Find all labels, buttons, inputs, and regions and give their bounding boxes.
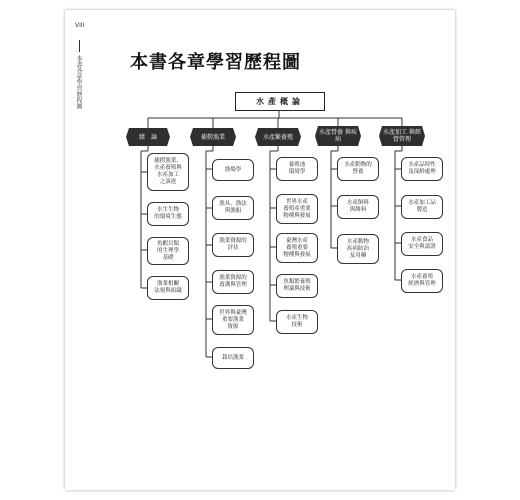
topic-node: 水產動物的 營養 xyxy=(337,157,379,181)
topic-node: 漁具、漁法 與漁船 xyxy=(212,196,254,220)
topic-node: 水產加工品 製造 xyxy=(401,195,443,219)
topic-node: 魚蝦貝類 的生理學 基礎 xyxy=(147,237,189,265)
side-running-title: 本書各章學習歷程圖 xyxy=(75,55,82,109)
topic-node: 栽培漁業 xyxy=(212,347,254,369)
topic-node: 魚類繁養殖 理論與技術 xyxy=(276,274,318,298)
topic-node: 水產食品 安全與認證 xyxy=(401,232,443,256)
chapter-header-1: 緒 論 xyxy=(129,128,167,146)
chapter-header-3: 水產繁養殖 xyxy=(258,128,298,146)
chapter-header-2: 捕撈漁業 xyxy=(193,128,233,146)
topic-node: 漁業資源的 評估 xyxy=(212,233,254,257)
topic-node: 漁業相關 法規與組織 xyxy=(147,276,189,300)
book-page xyxy=(65,10,455,490)
page-number: VIII xyxy=(75,22,85,29)
page-title: 本書各章學習歷程圖 xyxy=(130,52,301,73)
topic-node: 世界水產 養殖產重要 物種與發展 xyxy=(276,194,318,224)
topic-node: 水產生物 技術 xyxy=(276,310,318,334)
topic-node: 漁場學 xyxy=(212,159,254,181)
chapter-header-5: 水產加工 與經營管理 xyxy=(382,126,422,146)
root-topic-box: 水產概論 xyxy=(235,92,325,111)
chapter-header-4: 水產營養 與疾病 xyxy=(318,126,358,146)
topic-node: 水產養殖 經濟與管理 xyxy=(401,269,443,293)
topic-node: 世界與臺灣 重要漁業 資源 xyxy=(212,305,254,335)
topic-node: 養殖池 環境學 xyxy=(276,157,318,181)
topic-node: 漁業資源的 養護與管理 xyxy=(212,270,254,294)
topic-node: 水產飼料 與餌料 xyxy=(337,195,379,219)
topic-node: 水產品特性 及保鮮處理 xyxy=(401,157,443,181)
topic-node: 捕撈漁業、 水產養殖與 水產加工 之演進 xyxy=(147,153,189,191)
topic-node: 臺灣水產 養殖重要 物種與發展 xyxy=(276,233,318,263)
connector-lines xyxy=(65,10,455,490)
topic-node: 水產動物 疾病防治 及用藥 xyxy=(337,234,379,264)
topic-node: 水生生物 的環境生態 xyxy=(147,202,189,226)
